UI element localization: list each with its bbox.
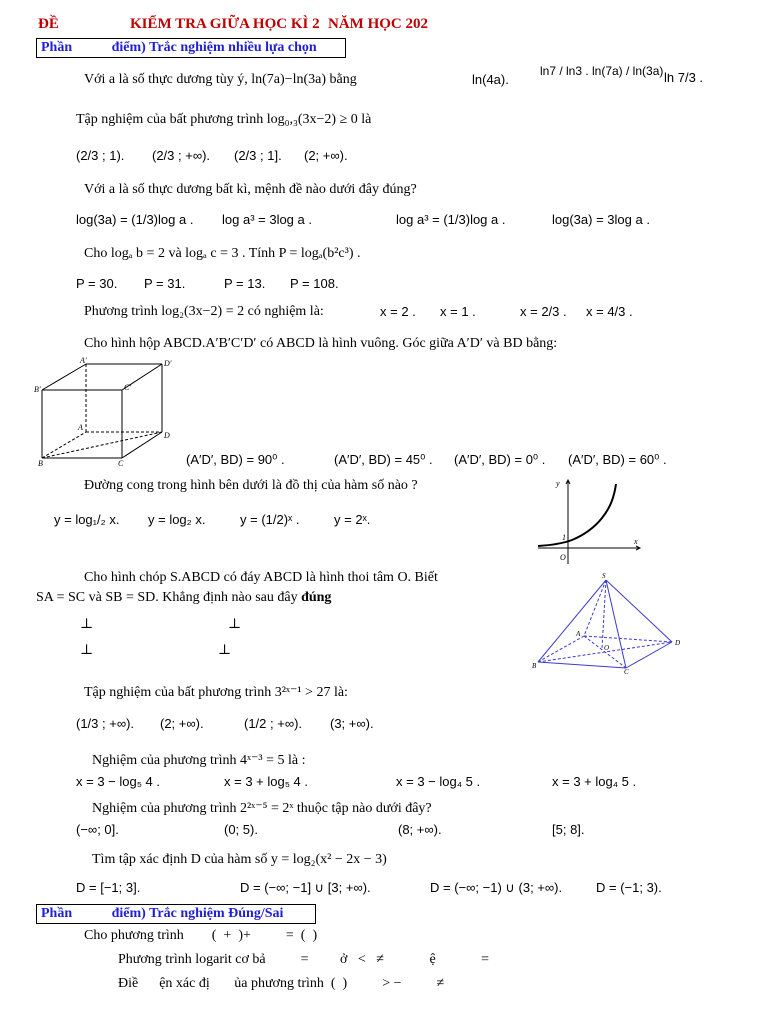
q2-text: Tập nghiệm của bất phương trình log₀,₃(3x−2) ≥ 0 là (76, 112, 372, 127)
q8-text-main: SA = SC và SB = SD. Khẳng định nào sau đây (36, 590, 298, 605)
q7-option-b: y = log₂ x. (148, 512, 206, 527)
q6-option-a: (A′D′, BD) = 90⁰ . (186, 452, 285, 467)
q10-option-a: x = 3 − log₅ 4 . (76, 774, 161, 789)
q9-text: Tập nghiệm của bất phương trình 3²ˣ⁻¹ > 27 là: (84, 685, 348, 700)
q10-text: Nghiệm của phương trình 4ˣ⁻³ = 5 là : (92, 753, 306, 768)
label-a: A (78, 423, 83, 432)
q2-option-d: (2; +∞). (304, 148, 348, 163)
part2-title: điểm) Trắc nghiệm Đúng/Sai (111, 906, 284, 921)
q9-option-a: (1/3 ; +∞). (76, 716, 135, 731)
q9-option-d: (3; +∞). (330, 716, 374, 731)
tf-item-a: Phương trình logarit cơ bả = ở < ≠ ệ = (118, 952, 490, 967)
label-a-prime: A′ (80, 356, 87, 365)
label-d: D (164, 431, 170, 440)
label-pyr-b: B (532, 662, 537, 670)
q6-option-c: (A′D′, BD) = 0⁰ . (454, 452, 546, 467)
q3-option-a: log(3a) = (1/3)log a . (76, 212, 194, 227)
q8-option-b: ⊥ (228, 617, 242, 632)
q4-text: Cho logₐ b = 2 và logₐ c = 3 . Tính P = logₐ(b²c³) . (84, 246, 361, 261)
label-s: S (602, 572, 606, 580)
q3-option-c: log a³ = (1/3)log a . (396, 212, 506, 227)
q1-option-d: ln 7/3 . (664, 70, 704, 85)
school-year: NĂM HỌC 202 (328, 16, 428, 32)
q10-option-c: x = 3 − log₄ 5 . (396, 774, 481, 789)
q12-text: Tìm tập xác định D của hàm số y = log₂(x² − 2x − 3) (92, 852, 387, 867)
part1-title: điểm) Trắc nghiệm nhiều lựa chọn (111, 40, 317, 55)
q10-option-d: x = 3 + log₄ 5 . (552, 774, 637, 789)
q1-option-b: ln7 / ln3 . (540, 64, 589, 78)
q2-option-b: (2/3 ; +∞). (152, 148, 211, 163)
label-c-prime: C′ (124, 383, 132, 392)
graph-x-label: x (634, 537, 638, 546)
q4-option-c: P = 13. (224, 276, 266, 291)
q8-text-line2 (36, 590, 331, 606)
q11-option-b: (0; 5). (224, 822, 258, 837)
q6-option-b: (A′D′, BD) = 45⁰ . (334, 452, 433, 467)
q5-option-b: x = 1 . (440, 304, 476, 319)
box-figure (34, 356, 184, 468)
q9-option-c: (1/2 ; +∞). (244, 716, 303, 731)
q11-option-a: (−∞; 0]. (76, 822, 119, 837)
exponential-graph (534, 476, 644, 568)
label-pyr-d: D (675, 639, 681, 647)
q8-text-line1: Cho hình chóp S.ABCD có đáy ABCD là hình thoi tâm O. Biết (84, 570, 438, 585)
q4-option-a: P = 30. (76, 276, 118, 291)
q5-text: Phương trình log₂(3x−2) = 2 có nghiệm là: (84, 304, 324, 319)
label-d-prime: D′ (164, 359, 172, 368)
q11-option-d: [5; 8]. (552, 822, 585, 837)
q8-option-a: ⊥ (80, 617, 94, 632)
q5-option-a: x = 2 . (380, 304, 416, 319)
q7-option-a: y = log₁/₂ x. (54, 512, 120, 527)
q1-option-a: ln(4a). (472, 72, 509, 87)
header-de: ĐỀ (38, 16, 59, 32)
part2-label: Phần (41, 906, 73, 921)
q9-option-b: (2; +∞). (160, 716, 204, 731)
q11-text: Nghiệm của phương trình 2²ˣ⁻⁵ = 2ˣ thuộc tập nào dưới đây? (92, 801, 432, 816)
pyramid-figure (530, 570, 686, 674)
q12-option-a: D = [−1; 3]. (76, 880, 141, 895)
label-b: B (38, 459, 43, 468)
q8-option-d: ⊥ (218, 643, 232, 658)
q2-option-a: (2/3 ; 1). (76, 148, 125, 163)
part1-heading (36, 38, 346, 58)
exam-title: KIỂM TRA GIỮA HỌC KÌ 2 (130, 16, 320, 32)
q1-option-c: ln(7a) / ln(3a) . (592, 64, 671, 78)
q5-option-c: x = 2/3 . (520, 304, 567, 319)
graph-origin-label: O (560, 553, 566, 562)
q12-option-d: D = (−1; 3). (596, 880, 662, 895)
part1-label: Phần (41, 40, 73, 55)
part2-heading (36, 904, 316, 924)
q4-option-b: P = 31. (144, 276, 186, 291)
q8-text-bold: đúng (301, 590, 332, 605)
q1-text: Với a là số thực dương tùy ý, ln(7a)−ln(3a) bằng (84, 72, 357, 87)
label-pyr-a: A (576, 630, 581, 638)
q4-option-d: P = 108. (290, 276, 339, 291)
graph-one-label: 1 (562, 533, 566, 542)
label-pyr-c: C (624, 668, 629, 674)
q7-option-c: y = (1/2)ˣ . (240, 512, 300, 527)
q3-option-d: log(3a) = 3log a . (552, 212, 650, 227)
q11-option-c: (8; +∞). (398, 822, 442, 837)
label-c: C (118, 459, 124, 468)
q8-option-c: ⊥ (80, 643, 94, 658)
q5-option-d: x = 4/3 . (586, 304, 633, 319)
q6-text: Cho hình hộp ABCD.A′B′C′D′ có ABCD là hình vuông. Góc giữa A′D′ và BD bằng: (84, 336, 558, 351)
q3-option-b: log a³ = 3log a . (222, 212, 312, 227)
label-b-prime: B′ (34, 385, 41, 394)
label-o: O (604, 644, 610, 652)
tf-item-b: Điề ện xác đị ủa phương trình ( ) > − ≠ (118, 976, 445, 991)
q12-option-b: D = (−∞; −1] ∪ [3; +∞). (240, 880, 371, 895)
q12-option-c: D = (−∞; −1) ∪ (3; +∞). (430, 880, 563, 895)
q7-option-d: y = 2ˣ. (334, 512, 371, 527)
q10-option-b: x = 3 + log₅ 4 . (224, 774, 309, 789)
tf-statement: Cho phương trình ( + )+ = ( ) (84, 928, 318, 943)
graph-y-label: y (556, 479, 560, 488)
q3-text: Với a là số thực dương bất kì, mệnh đề nào dưới đây đúng? (84, 182, 417, 197)
q6-option-d: (A′D′, BD) = 60⁰ . (568, 452, 667, 467)
q7-text: Đường cong trong hình bên dưới là đồ thị của hàm số nào ? (84, 478, 418, 493)
q2-option-c: (2/3 ; 1]. (234, 148, 282, 163)
